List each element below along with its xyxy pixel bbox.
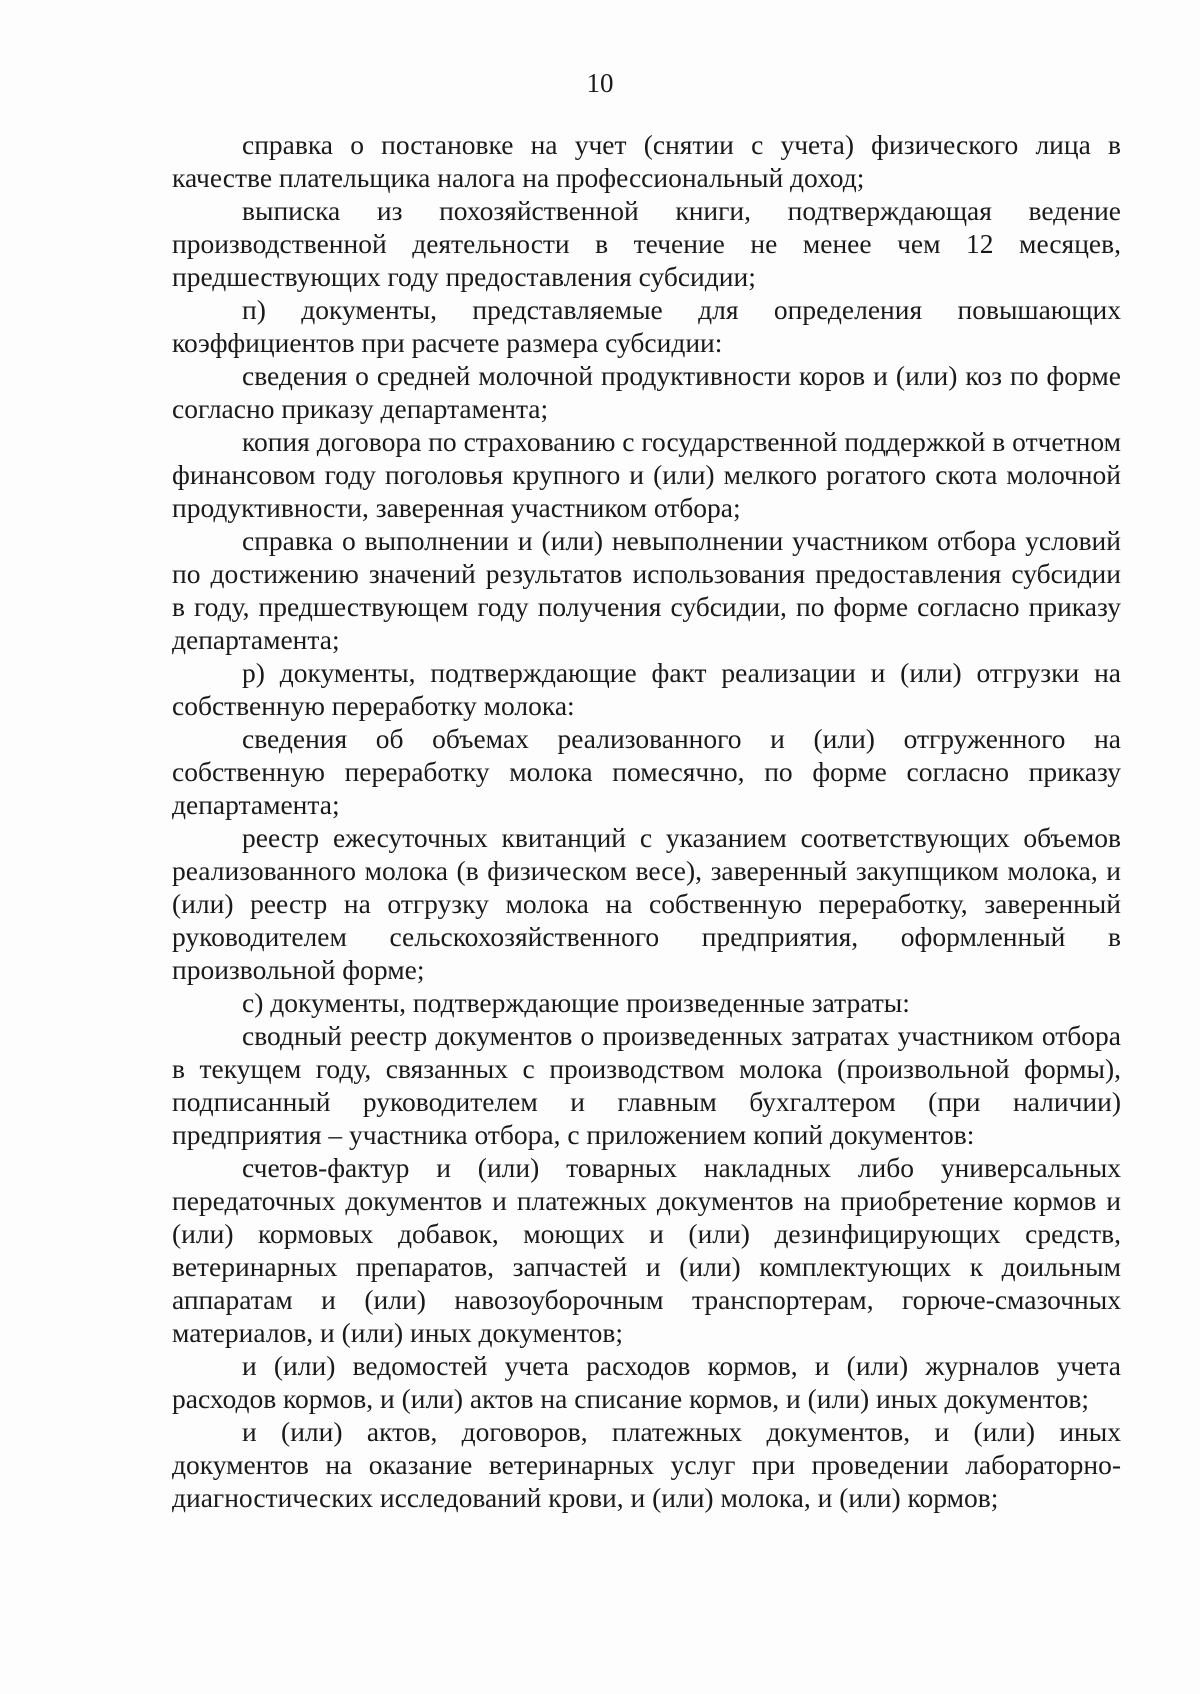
paragraph: с) документы, подтверждающие произведенные затраты: <box>242 987 910 1018</box>
paragraph: реестр ежесуточных квитанций с указанием соответствующих объемов реализованного молока (в физическом весе), заверенный закупщиком молока, и (или) реестр на отгрузку молока на собственную переработку, заверенный руководителем сельскохозяйственного предприятия, оформленный в произвольной форме; <box>172 822 1121 985</box>
paragraph: сведения о средней молочной продуктивности коров и (или) коз по форме согласно приказу департамента; <box>172 360 1121 424</box>
paragraph: выписка из похозяйственной книги, подтверждающая ведение производственной деятельности в течение не менее чем 12 месяцев, предшествующих году предоставления субсидии; <box>172 195 1121 292</box>
paragraph: справка о постановке на учет (снятии с учета) физического лица в качестве плательщика налога на профессиональный доход; <box>172 129 1121 193</box>
paragraph: счетов-фактур и (или) товарных накладных либо универсальных передаточных документов и платежных документов на приобретение кормов и (или) кормовых добавок, моющих и (или) дезинфицирующих средств, ветеринарных препаратов, запчастей и (или) комплектующих к доильным аппаратам и (или) навозоуборочным транспортерам, горюче-смазочных материалов, и (или) иных документов; <box>172 1152 1121 1348</box>
paragraph: сведения об объемах реализованного и (или) отгруженного на собственную переработку молока помесячно, по форме согласно приказу департамента; <box>172 723 1121 820</box>
paragraph: справка о выполнении и (или) невыполнении участником отбора условий по достижению значений результатов использования предоставления субсидии в году, предшествующем году получения субсидии, по форме согласно приказу департамента; <box>172 525 1121 655</box>
page-body <box>172 128 1121 1514</box>
paragraph: п) документы, представляемые для определения повышающих коэффициентов при расчете размера субсидии: <box>172 294 1121 358</box>
page-number: 10 <box>586 68 614 98</box>
paragraph: сводный реестр документов о произведенных затратах участником отбора в текущем году, связанных с производством молока (произвольной формы), подписанный руководителем и главным бухгалтером (при наличии) предприятия – участника отбора, с приложением копий документов: <box>172 1020 1121 1150</box>
paragraph: р) документы, подтверждающие факт реализации и (или) отгрузки на собственную переработку молока: <box>172 657 1121 721</box>
paragraph: копия договора по страхованию с государственной поддержкой в отчетном финансовом году поголовья крупного и (или) мелкого рогатого скота молочной продуктивности, заверенная участником отбора; <box>172 426 1121 523</box>
paragraph: и (или) актов, договоров, платежных документов, и (или) иных документов на оказание ветеринарных услуг при проведении лабораторно-диагностических исследований крови, и (или) молока, и (или) кормов; <box>172 1416 1121 1513</box>
paragraph: и (или) ведомостей учета расходов кормов, и (или) журналов учета расходов кормов, и (или) актов на списание кормов, и (или) иных документов; <box>172 1350 1121 1414</box>
